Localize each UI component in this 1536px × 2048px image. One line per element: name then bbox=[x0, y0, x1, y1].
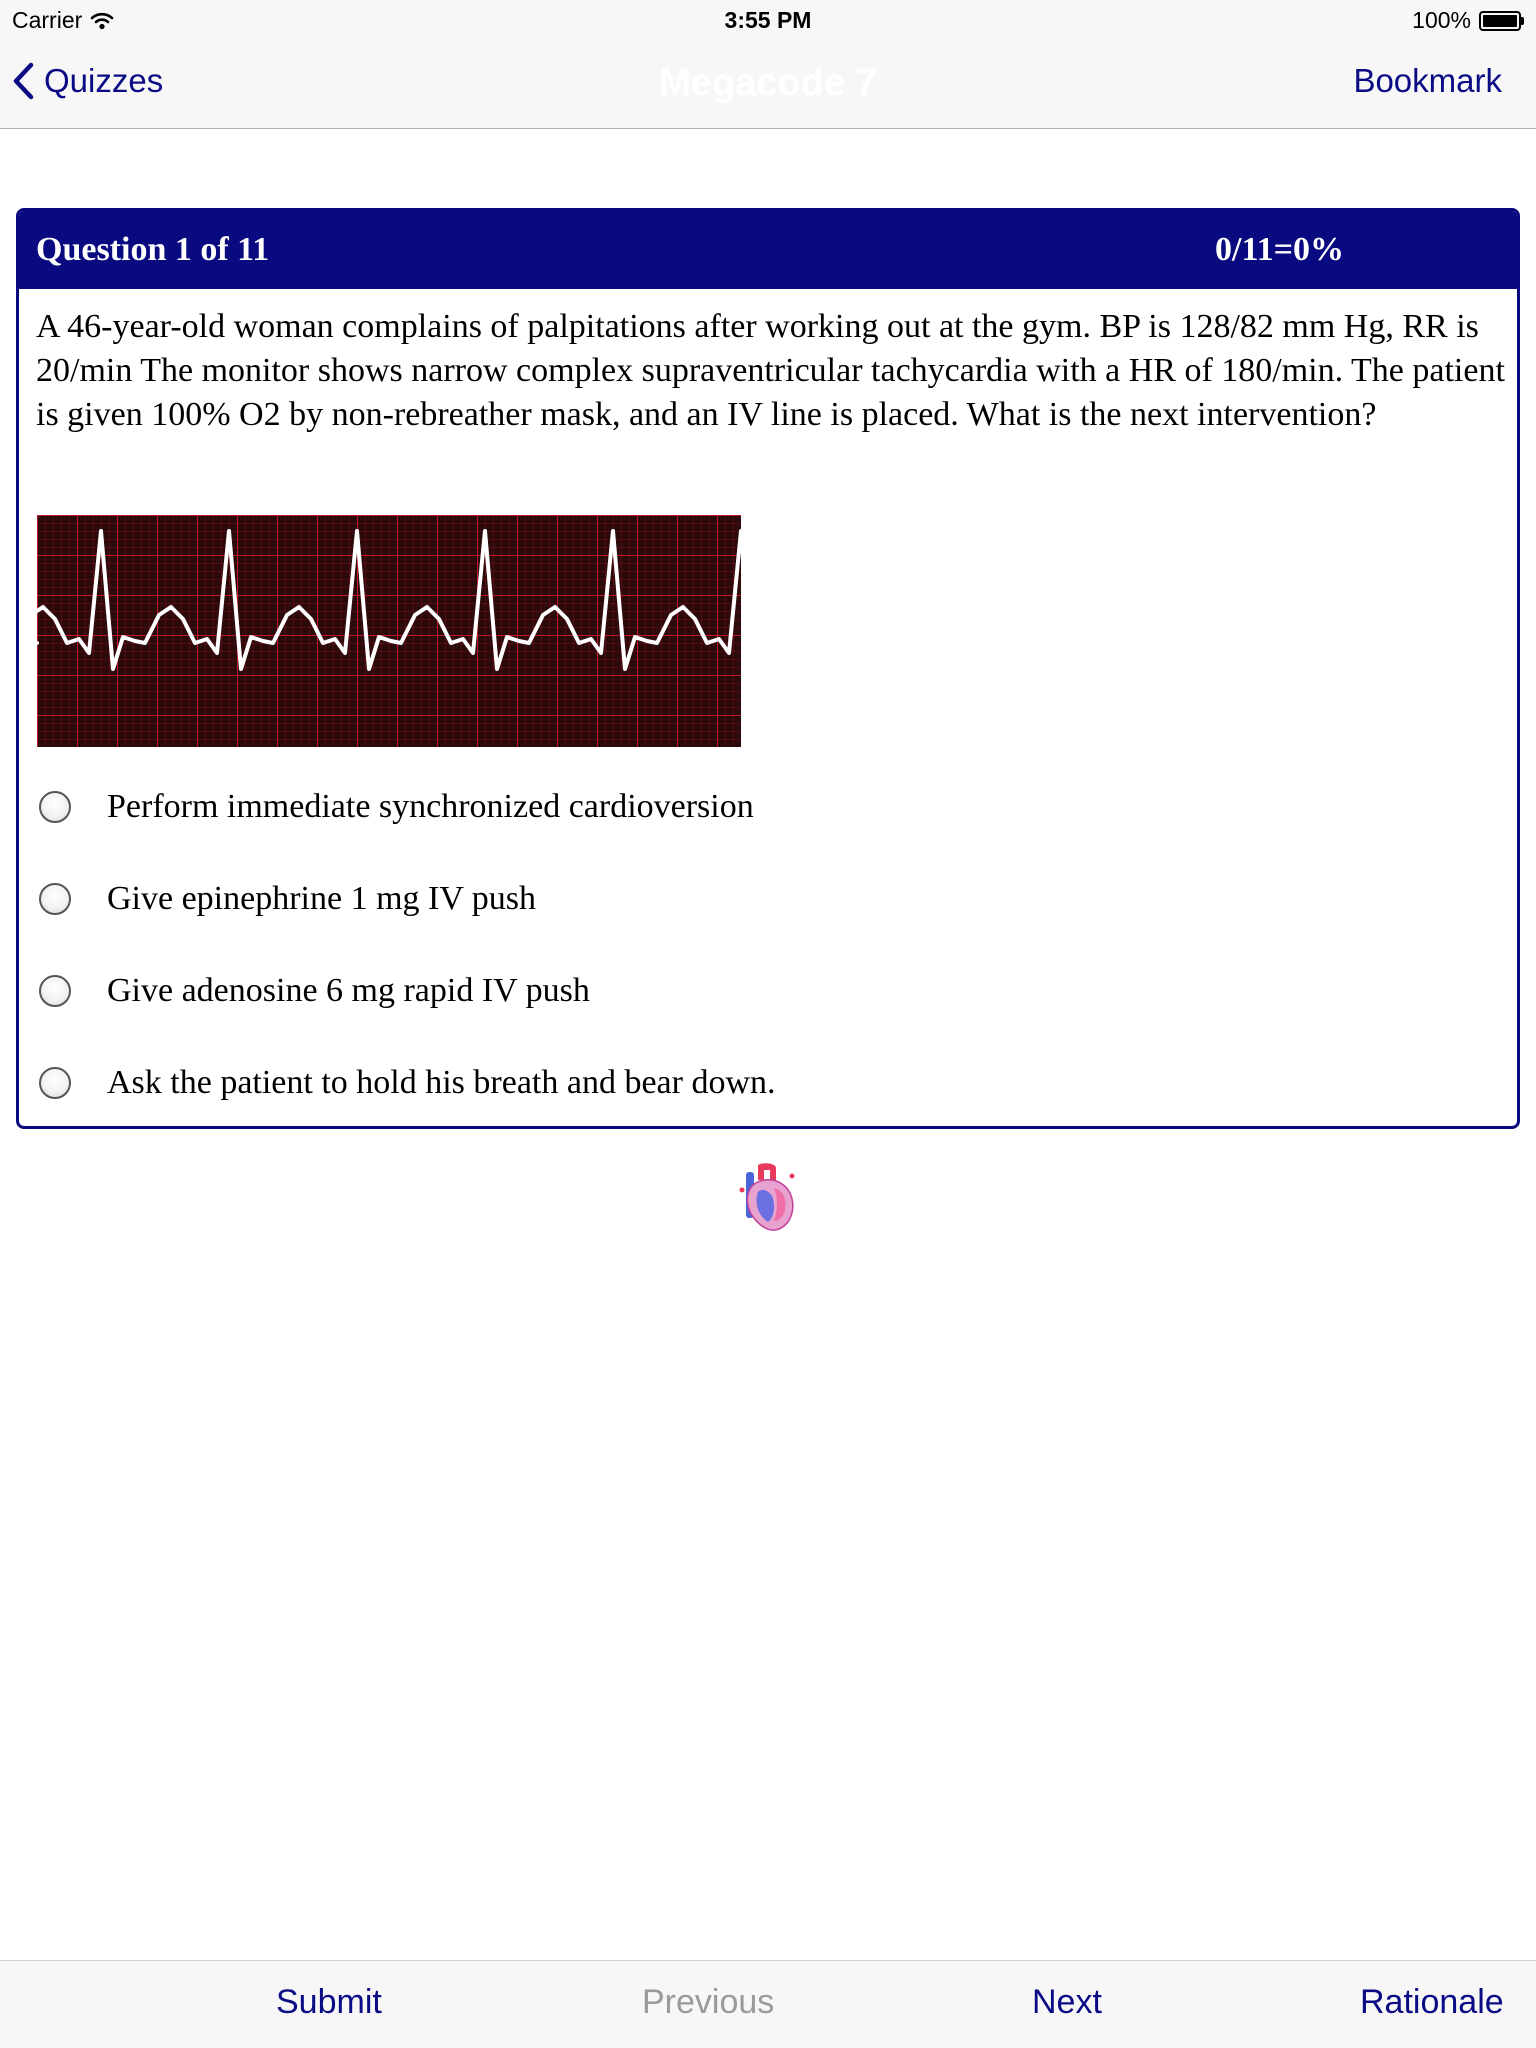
answer-label-4: Ask the patient to hold his breath and bear down. bbox=[107, 1064, 776, 1101]
bookmark-button[interactable]: Bookmark bbox=[1353, 62, 1502, 99]
battery-percent: 100% bbox=[1412, 7, 1471, 33]
carrier-label: Carrier bbox=[12, 7, 83, 33]
answer-option-3[interactable] bbox=[39, 945, 1439, 1037]
submit-button[interactable]: Submit bbox=[276, 1983, 382, 2021]
answer-label-1: Perform immediate synchronized cardioversion bbox=[107, 788, 754, 825]
page-title: Megacode 7 bbox=[659, 62, 877, 104]
battery-group bbox=[1412, 7, 1524, 34]
navigation-bar bbox=[0, 42, 1536, 129]
question-text: A 46-year-old woman complains of palpitations after working out at the gym. BP is 128/82 mm Hg, RR is 20/min The monitor shows narrow complex supraventricular tachycardia with a HR of 180/min. The patient is given 100% O2 by non-rebreather mask, and an IV line is placed. What is the next intervention? bbox=[36, 308, 1505, 433]
answer-option-1[interactable] bbox=[39, 761, 1439, 853]
question-card bbox=[16, 208, 1520, 1129]
radio-button-2[interactable] bbox=[39, 883, 71, 915]
back-label: Quizzes bbox=[44, 62, 164, 99]
answer-option-4[interactable] bbox=[39, 1037, 1439, 1129]
answer-label-3: Give adenosine 6 mg rapid IV push bbox=[107, 972, 590, 1009]
radio-button-4[interactable] bbox=[39, 1067, 71, 1099]
answer-option-2[interactable] bbox=[39, 853, 1439, 945]
answer-options bbox=[39, 761, 1439, 1129]
status-time: 3:55 PM bbox=[724, 7, 812, 33]
score-label: 0/11=0% bbox=[1215, 231, 1344, 268]
radio-button-1[interactable] bbox=[39, 791, 71, 823]
battery-icon bbox=[1479, 11, 1524, 31]
answer-label-2: Give epinephrine 1 mg IV push bbox=[107, 880, 537, 917]
previous-button[interactable]: Previous bbox=[642, 1983, 775, 2021]
next-button[interactable]: Next bbox=[1032, 1983, 1102, 2021]
heart-anatomy-icon bbox=[736, 1162, 798, 1234]
rationale-button[interactable]: Rationale bbox=[1360, 1983, 1504, 2021]
ecg-rhythm-strip bbox=[37, 515, 741, 747]
question-header bbox=[19, 211, 1517, 289]
question-number: Question 1 of 11 bbox=[36, 231, 270, 268]
bottom-toolbar bbox=[0, 1960, 1536, 2048]
status-bar bbox=[0, 0, 1536, 42]
radio-button-3[interactable] bbox=[39, 975, 71, 1007]
